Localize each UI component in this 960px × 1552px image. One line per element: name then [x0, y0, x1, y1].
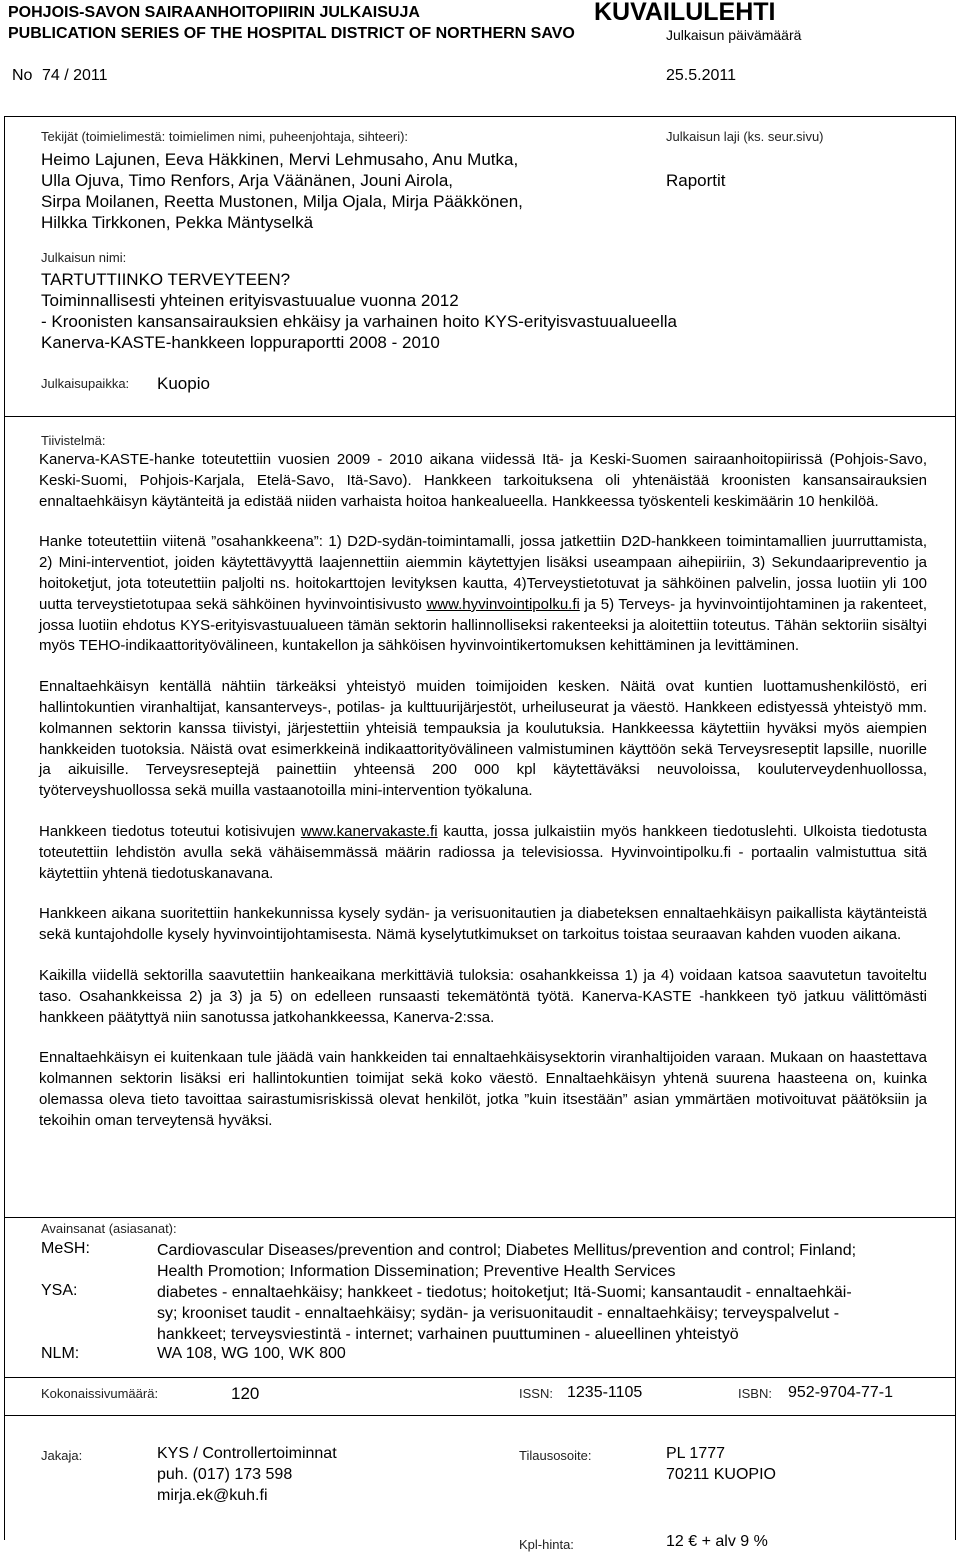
publication-number: 74 / 2011 — [42, 67, 108, 84]
page-count: 120 — [231, 1384, 260, 1403]
abstract-paragraph: Kanerva-KASTE-hanke toteutettiin vuosien 2009 - 2010 aikana viidessä Itä- ja Keski-Suomen sairaanhoitopiirissä (Pohjois-Savo, Keski-Suomi, Pohjois-Karjala, Etelä-Savo, Itä-Savo). Hankkeen tarkoituksena oli yhtenäistää kroonisten kansansairauksien ennaltaehkäisyn käytänteitä ja edistää niiden varhaista hoitoa hankealueella. Hankkeessa työskenteli keskimäärin 10 henkilöä. — [39, 451, 927, 510]
publication-name — [41, 269, 677, 353]
distributor-info — [157, 1443, 337, 1506]
keyword-line: diabetes - ennaltaehkäisy; hankkeet - tiedotus; hoitoketjut; Itä-Suomi; kansantaudit - ennaltaehkäi- — [157, 1284, 852, 1301]
abstract-paragraph: Ennaltaehkäisyn ei kuitenkaan tule jäädä vain hankkeiden tai ennaltaehkäisysektorin viranhaltijoiden varaan. Mukaan on haastettava kolmannen sektorin lisäksi eri hallintokuntien toimijat sekä koko väestö. Ennaltaehkäisyn yhtenä suurena haasteena on, kuinka olemassa oleva tieto tavoittaa sairastumisriskissä olevat henkilöt, jotka ”kuin itsestään” asian ymmärtäen motivoituvat päätöksiin ja tekoihin oman terveytensä hyväksi. — [39, 1049, 927, 1129]
frame-right-line — [955, 116, 956, 1540]
price-value: 12 € + alv 9 % — [666, 1533, 768, 1550]
authors-label: Tekijät (toimielimestä: toimielimen nimi, puheenjohtaja, sihteeri): — [41, 129, 409, 144]
section-divider — [4, 416, 956, 417]
keyword-line: hankkeet; terveysviestintä - internet; varhainen puuttuminen - alueellinen yhteistyö — [157, 1326, 739, 1343]
series-title-en: PUBLICATION SERIES OF THE HOSPITAL DISTRICT OF NORTHERN SAVO — [8, 25, 575, 42]
title-main: TARTUTTIINKO TERVEYTEEN? — [41, 270, 291, 289]
distributor-label: Jakaja: — [41, 1448, 83, 1463]
keyword-line: Health Promotion; Information Dissemination; Preventive Health Services — [157, 1263, 676, 1280]
keyword-line: sy; krooniset taudit - ennaltaehkäisy; sydän- ja verisuonitaudit - ennaltaehkäisy; terveyspalvelut - — [157, 1305, 840, 1322]
nlm-keywords: WA 108, WG 100, WK 800 — [157, 1345, 346, 1362]
order-address-label: Tilausosoite: — [519, 1448, 592, 1463]
kanervakaste-link[interactable]: www.kanervakaste.fi — [300, 822, 438, 840]
ysa-keywords — [157, 1282, 852, 1345]
issn-value: 1235-1105 — [567, 1384, 643, 1401]
abstract-paragraph — [39, 532, 927, 657]
frame-top-line — [4, 116, 956, 117]
publication-type: Raportit — [666, 171, 726, 190]
abstract-label: Tiivistelmä: — [41, 433, 106, 448]
series-title-fi: POHJOIS-SAVON SAIRAANHOITOPIIRIN JULKAISUJA — [8, 4, 420, 21]
isbn-value: 952-9704-77-1 — [788, 1384, 893, 1401]
abstract-paragraph: Hankkeen aikana suoritettiin hankekunnissa kysely sydän- ja verisuonitautien ja diabeteksen ennaltaehkäisyn paikallista käytänteistä sekä kuntajohdolle kysely hyvinvointijohtamisesta. Nämä kyselytutkimukset on tarkoitus toistaa seuraavan kahden vuoden aikana. — [39, 905, 927, 944]
number-label: No — [12, 67, 33, 84]
mesh-keywords — [157, 1240, 856, 1282]
keywords-label: Avainsanat (asiasanat): — [41, 1221, 177, 1236]
abstract-paragraph — [39, 822, 927, 884]
publication-place-label: Julkaisupaikka: — [41, 376, 130, 391]
section-divider — [4, 1377, 956, 1378]
ysa-label: YSA: — [41, 1282, 78, 1299]
page-count-label: Kokonaissivumäärä: — [41, 1386, 159, 1401]
abstract-text: ja 5) Terveys- ja hyvinvointijohtaminen ja rakenteet, jossa luotiin ehdotus KYS-erityisvastuualueen tämän sektorin hallinnolliseksi rakenteeksi ja aloitettiin toteutus. Tähän sektoriin sisältyi myös TEHO-indikaattorityövälineen, kuntakellon ja sähköisen hyvinvointikertomuksen kehittäminen ja levittäminen. — [39, 595, 927, 655]
abstract-body — [39, 450, 927, 1132]
distributor-name: KYS / Controllertoiminnat — [157, 1445, 337, 1462]
keyword-line: Cardiovascular Diseases/prevention and control; Diabetes Mellitus/prevention and control; Finland; — [157, 1242, 857, 1259]
section-divider — [4, 1415, 956, 1416]
sheet-title: KUVAILULEHTI — [594, 0, 776, 26]
frame-left-line — [4, 116, 5, 1540]
hyvinvointipolku-link[interactable]: www.hyvinvointipolku.fi — [426, 595, 580, 613]
abstract-paragraph: Kaikilla viidellä sektorilla saavutettiin hankeaikana merkittäviä tuloksia: osahankkeissa 1) ja 4) voidaan katsoa saavutetun tavoiteltu taso. Osahankkeissa 2) ja 3) ja 5) on edelleen runsaasti tekemätöntä työtä. Kanerva-KASTE -hankkeen työ jatkuu välittömästi hankkeen päätyttyä niin sanotussa jatkohankkeessa, Kanerva-2:ssa. — [39, 966, 927, 1026]
publication-date: 25.5.2011 — [666, 67, 736, 84]
title-line: Toiminnallisesti yhteinen erityisvastuualue vuonna 2012 — [41, 291, 459, 310]
mesh-label: MeSH: — [41, 1240, 90, 1257]
abstract-text: Hanke toteutettiin viitenä ”osahankkeena”: 1) D2D-sydän-toimintamalli, jossa jatkettiin D2D-hankkeen toimintamallien juurruttamista, 2) Mini-interventiot, joiden käytettävyyttä laajennettiin aiemmin käytettyjen lisäksi useampaan aihepiiriin, 3) Sekundaaripreventio ja hoitoketjut, jota toteutettiin paljolti ns. hoitokarttojen levityksen kautta, 4)Terveystietotuvat ja sähköinen palvelin, jossa luotiin yli 100 uutta terveystietotupaa sekä sähköinen hyvinvointisivusto — [39, 533, 927, 613]
issn-label: ISSN: — [519, 1386, 553, 1401]
title-line: - Kroonisten kansansairauksien ehkäisy ja varhainen hoito KYS-erityisvastuualueella — [41, 312, 677, 331]
distributor-phone: puh. (017) 173 598 — [157, 1466, 293, 1483]
publication-type-label: Julkaisun laji (ks. seur.sivu) — [666, 129, 824, 144]
publication-place: Kuopio — [157, 374, 210, 393]
abstract-text: Hankkeen tiedotus toteutui kotisivujen — [39, 822, 301, 840]
address-line: 70211 KUOPIO — [666, 1466, 776, 1483]
isbn-label: ISBN: — [738, 1386, 772, 1401]
publication-date-label: Julkaisun päivämäärä — [666, 27, 802, 43]
address-line: PL 1777 — [666, 1445, 726, 1462]
author-line: Hilkka Tirkkonen, Pekka Mäntyselkä — [41, 213, 314, 232]
nlm-label: NLM: — [41, 1345, 80, 1362]
distributor-email[interactable]: mirja.ek@kuh.fi — [157, 1487, 268, 1504]
authors-list — [41, 149, 523, 233]
order-address — [666, 1443, 776, 1485]
title-line: Kanerva-KASTE-hankkeen loppuraportti 2008 - 2010 — [41, 333, 440, 352]
author-line: Sirpa Moilanen, Reetta Mustonen, Milja Ojala, Mirja Pääkkönen, — [41, 192, 523, 211]
price-label: Kpl-hinta: — [519, 1537, 574, 1552]
abstract-text: kautta, jossa julkaistiin myös hankkeen tiedotuslehti. Ulkoista tiedotusta toteutettiin lehdistön avulla sekä vähäisemmässä määrin radiossa ja televisiossa. Hyvinvointipolku.fi - portaalin valmistuttua sitä käytettiin yhtenä tiedotuskanavana. — [39, 822, 927, 882]
author-line: Heimo Lajunen, Eeva Häkkinen, Mervi Lehmusaho, Anu Mutka, — [41, 150, 519, 169]
author-line: Ulla Ojuva, Timo Renfors, Arja Väänänen, Jouni Airola, — [41, 171, 453, 190]
abstract-paragraph: Ennaltaehkäisyn kentällä nähtiin tärkeäksi yhteistyö muiden toimijoiden kesken. Näitä ovat kuntien luottamushenkilöstö, eri hallintokuntien viranhaltijat, kansanterveys-, potilas- ja kulttuurijärjestöt, urheiluseurat ja väestö. Hankkeen edistyessä yhteistyö mm. kolmannen sektorin kanssa tiivistyi, järjestettiin yhteisiä tempauksia ja koulutuksia. Hankkeessa käytettiin hyväksi myös aiempien hankkeiden tuotoksia. Näistä ovat esimerkkeinä indikaattorityövälineen valmistuminen käyttöön sekä Terveysreseptit lapsille, nuorille ja aikuisille. Terveysreseptejä painettiin yhteensä 200 000 kpl käytettäväksi neuvoloissa, kouluterveydenhuollossa, työterveyshuollossa sekä muilla vastaanotoilla mini-intervention työkaluna. — [39, 678, 927, 800]
publication-name-label: Julkaisun nimi: — [41, 250, 127, 265]
section-divider — [4, 1217, 956, 1218]
